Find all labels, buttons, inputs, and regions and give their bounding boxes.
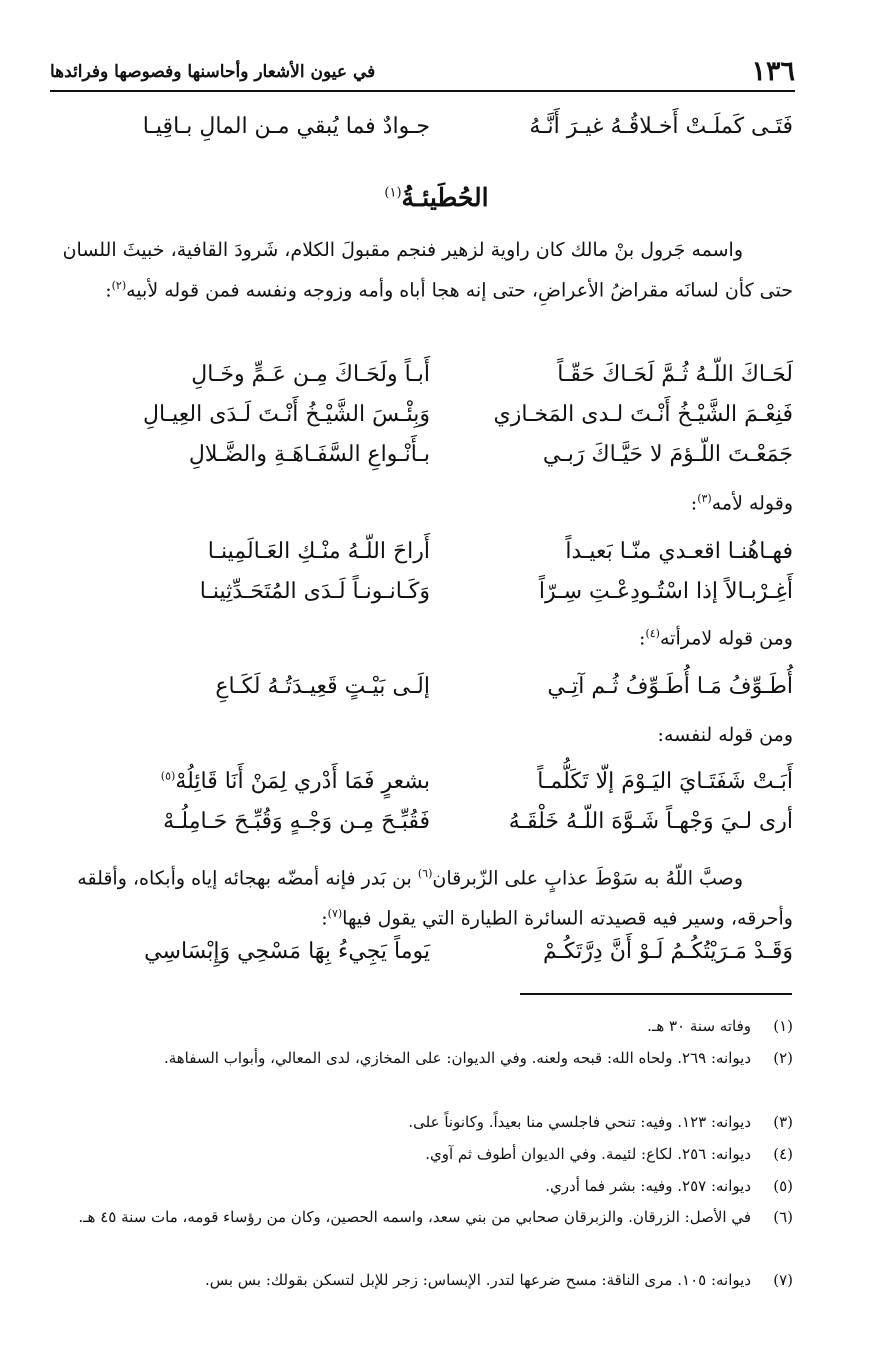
verse-line <box>100 358 793 396</box>
verse-line <box>100 110 793 148</box>
verse-first-hemistich: أرى لـيَ وَجْهـاً شَـوَّهَ اللّـهُ خَلْقَـهُ <box>508 809 793 834</box>
footnote-number: (٦) <box>773 1208 793 1226</box>
verse-second-hemistich: يَوماً يَجِيءُ بِهَا مَسْحِي وَإِبْسَاسِي <box>144 939 430 964</box>
section-title-text: الحُطَيئـةُ <box>401 183 489 212</box>
label-text: ومن قوله لنفسه <box>663 724 793 746</box>
verse-first-hemistich: وَقَـدْ مَـرَيْتُكُـمُ لَـوْ أَنَّ دِرَّتَكُـمْ <box>542 939 793 964</box>
footnote-text: ديوانه: ٢٥٧. وفيه: بشر فما أدري. <box>545 1177 751 1195</box>
verse-second-hemistich <box>100 769 430 794</box>
footnote-number: (٤) <box>773 1145 793 1163</box>
verse-line <box>100 765 793 803</box>
footnote-ref: (٧) <box>327 907 343 921</box>
colon: : <box>321 907 328 930</box>
verse-second-hemistich: وَكَـانـونـاً لَـدَى المُتَحَـدِّثِينـا <box>199 579 430 604</box>
wife-label <box>639 627 793 649</box>
self-label <box>658 724 793 746</box>
footnote-divider <box>520 993 792 995</box>
colon: : <box>657 724 664 746</box>
verse-second-hemistich: أَراحَ اللّـهُ منْـكِ العَـالَمِينـا <box>207 539 430 564</box>
footnote <box>55 1012 793 1040</box>
intro-paragraph <box>55 232 793 308</box>
verse-first-hemistich: جَمَعْـتَ اللّـؤمَ لا حَيَّـاكَ رَبـي <box>542 442 793 467</box>
footnote-ref: (٤) <box>645 627 660 640</box>
verse-line <box>100 398 793 436</box>
footnote-text: في الأصل: الزرقان. والزبرقان صحابي من بني سعد، واسمه الحصين، وكان من رؤساء قومه، مات سنة ٤٥ هـ. <box>78 1208 751 1226</box>
footnote-text: ديوانه: ١٢٣. وفيه: تنحي فاجلسي منا بعيداً. وكانوناً على. <box>408 1113 751 1131</box>
footnote-text: وفاته سنة ٣٠ هـ. <box>647 1017 751 1035</box>
verse-second-hemistich: فَقُبِّـحَ مِـن وَجْـهٍ وَقُبِّـحَ حَـامِلُـهْ <box>163 809 430 834</box>
footnote-ref: (٥) <box>160 769 176 783</box>
verse-line <box>100 575 793 613</box>
label-text: ومن قوله لامرأته <box>659 627 793 650</box>
hemistich-text: بشعرٍ فَمَا أَدْري لِمَنْ أَنَا قَائِلُهْ <box>175 769 430 794</box>
colon: : <box>639 627 646 650</box>
verse-second-hemistich: وَبِئْـسَ الشَّيْـخُ أَنْـتَ لَـدَى العِيـالِ <box>143 402 430 427</box>
verse-second-hemistich: إلَـى بَيْـتٍ قَعِيـدَتُـهُ لَكَـاعِ <box>215 674 430 699</box>
footnote <box>55 1044 793 1072</box>
verse-line <box>100 535 793 573</box>
zibriqan-text-2: بن بَدر فإنه أمضّه بهجائه إياه وأبكاه، وأقلقه وأحرقه، وسير فيه قصيدته السائرة الطيارة التي يقول فيها <box>77 867 793 930</box>
footnote-ref: (٢) <box>111 279 127 292</box>
footnote <box>55 1108 793 1136</box>
footnote <box>55 1140 793 1168</box>
footnote-number: (٣) <box>773 1113 793 1131</box>
verse-line <box>100 670 793 708</box>
verse-first-hemistich: فَنِعْـمَ الشَّيْـخُ أَنْـتَ لـدى المَخـازي <box>493 402 793 427</box>
footnote-number: (٧) <box>773 1271 793 1289</box>
verse-first-hemistich: فهـاهُنـا اقعـدي منّـا بَعيـداً <box>565 539 793 564</box>
section-title <box>0 183 873 212</box>
footnote-ref: (٣) <box>697 492 712 505</box>
footnote-text: ديوانه: ٢٦٩. ولحاه الله: قبحه ولعنه. وفي الديوان: على المخازي، لدى المعالي، وأبواب السفاهة. <box>163 1049 751 1067</box>
label-text: وقوله لأمه <box>711 492 793 515</box>
footnote <box>55 1266 793 1294</box>
verse-line <box>100 438 793 476</box>
footnote <box>55 1203 793 1231</box>
page-header <box>50 50 795 92</box>
page-number: ١٣٦ <box>751 56 795 87</box>
colon: : <box>690 492 698 515</box>
verse-second-hemistich: بـأَنْـواعِ السَّفَـاهَـةِ والضَّـلالِ <box>188 442 430 467</box>
footnote-number: (١) <box>773 1017 793 1035</box>
running-title: في عيون الأشعار وأحاسنها وفصوصها وفرائدها <box>50 62 376 82</box>
zibriqan-text-1: وصبَّ اللّهُ به سَوْطَ عذابٍ على الزّبرقان <box>432 867 743 890</box>
verse-first-hemistich: فَتَـى كَملَـتْ أَخـلاقُـهُ غيـرَ أَنَّـهُ <box>529 114 793 139</box>
footnote <box>55 1172 793 1200</box>
verse-first-hemistich: أَبَـتْ شَفَتَـايَ اليَـوْمَ إلّا تَكَلُّمـاً <box>537 769 793 794</box>
intro-text: واسمه جَرول بنْ مالك كان راوية لزهير فنجم مقبولَ الكلام، شَرودَ القافية، خبيثَ اللسان حتى كأن لسانَه مقراضُ الأعراضِ، حتى إنه هجا أباه وأمه وزوجه ونفسه فمن قوله لأبيه <box>62 239 793 302</box>
footnote-number: (٥) <box>773 1177 793 1195</box>
verse-line <box>100 935 793 973</box>
footnote-number: (٢) <box>773 1049 793 1067</box>
mother-label <box>691 492 793 514</box>
footnote-text: ديوانه: ١٠٥. مرى الناقة: مسح ضرعها لتدر. الإبساس: زجر للإبل لتسكن بقولك: بس بس. <box>204 1271 751 1289</box>
footnote-ref: (٦) <box>417 867 433 880</box>
verse-second-hemistich: أَبـاً ولَحَـاكَ مِـن عَـمٍّ وخَـالِ <box>191 362 430 387</box>
verse-first-hemistich: لَحَـاكَ اللّـهُ ثُـمَّ لَحَـاكَ حَقّـاً <box>557 362 793 387</box>
verse-line <box>100 805 793 843</box>
zibriqan-paragraph <box>55 856 793 937</box>
colon: : <box>105 279 112 302</box>
footnote-text: ديوانه: ٢٥٦. لكاع: لئيمة. وفي الديوان أطوف ثم آوي. <box>425 1145 751 1163</box>
verse-second-hemistich: جـوادٌ فما يُبقي مـن المالِ بـاقِيـا <box>142 114 430 139</box>
footnote-ref: (١) <box>384 185 402 201</box>
verse-first-hemistich: أَغِـرْبـالاً إذا اسْتُـودِعْـتِ سِـرّاً <box>538 579 793 604</box>
verse-first-hemistich: أُطَـوِّفُ مَـا أُطَـوِّفُ ثُـم آتِـي <box>547 674 793 699</box>
